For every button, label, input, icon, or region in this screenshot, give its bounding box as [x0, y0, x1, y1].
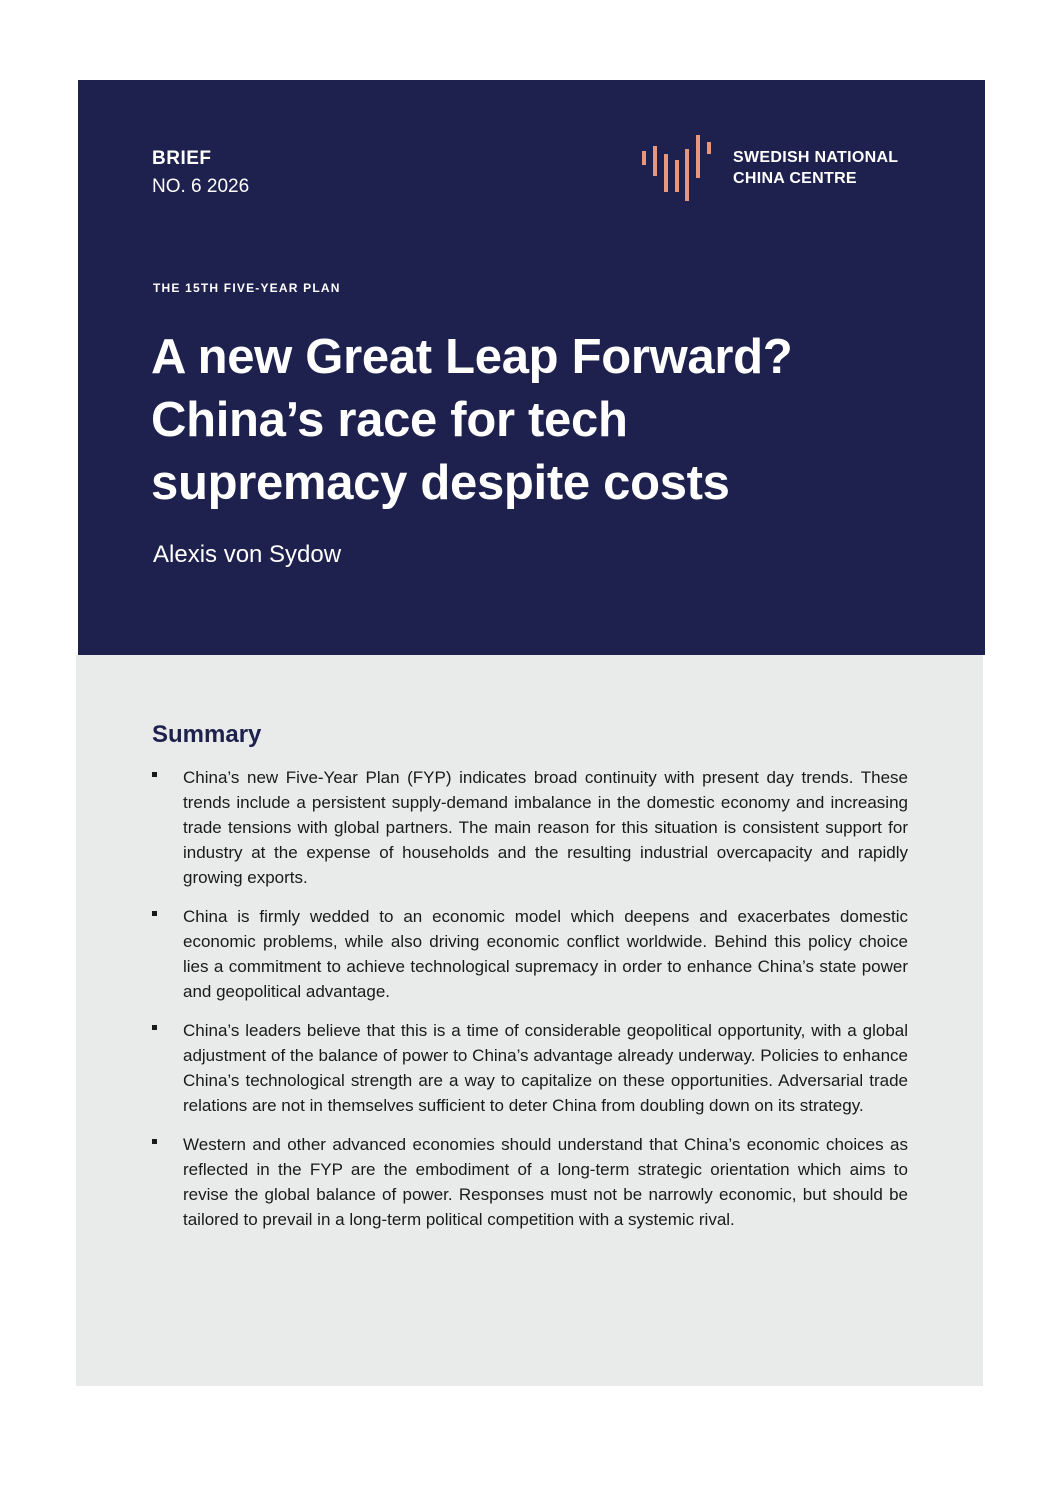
bullet-square-icon	[152, 911, 157, 916]
summary-section	[76, 655, 983, 1386]
brief-title	[151, 326, 931, 515]
summary-bullet	[152, 1132, 908, 1232]
bullet-text: China’s new Five-Year Plan (FYP) indicates broad continuity with present day trends. These trends include a persistent supply-demand imbalance in the domestic economy and increasing trade tensions with global partners. The main reason for this situation is consistent support for industry at the expense of households and the resulting industrial overcapacity and rapidly growing exports.	[183, 768, 908, 887]
logo-line-1: SWEDISH NATIONAL	[733, 149, 899, 166]
summary-bullet	[152, 904, 908, 1004]
bullet-square-icon	[152, 1025, 157, 1030]
logo-wordmark	[733, 147, 898, 189]
bullet-square-icon	[152, 1139, 157, 1144]
title-line-3: supremacy despite costs	[151, 456, 730, 510]
bullet-text: China’s leaders believe that this is a time of considerable geopolitical opportunity, with a global adjustment of the balance of power to China’s advantage already underway. Policies to enhance China’s technological strength are a way to capitalize on these opportunities. Adversarial trade relations are not in themselves sufficient to deter China from doubling down on its strategy.	[183, 1021, 908, 1115]
summary-bullet-list	[152, 765, 908, 1246]
bullet-square-icon	[152, 772, 157, 777]
sound-bars-logo-icon	[640, 130, 720, 206]
author-name: Alexis von Sydow	[153, 541, 342, 568]
title-line-2: China’s race for tech	[151, 393, 628, 447]
bullet-text: China is firmly wedded to an economic model which deepens and exacerbates domestic economic problems, while also driving economic conflict worldwide. Behind this policy choice lies a commitment to achieve technological supremacy in order to enhance China’s state power and geopolitical advantage.	[183, 907, 908, 1001]
brief-label: BRIEF	[152, 148, 212, 169]
summary-heading: Summary	[152, 721, 262, 748]
logo-line-2: CHINA CENTRE	[733, 170, 857, 187]
cover-header	[78, 80, 985, 655]
summary-bullet	[152, 765, 908, 890]
sncc-logo	[640, 130, 930, 206]
bullet-text: Western and other advanced economies should understand that China’s economic choices as reflected in the FYP are the embodiment of a long-term strategic orientation which aims to revise the global balance of power. Responses must not be narrowly economic, but should be tailored to prevail in a long-term political competition with a systemic rival.	[183, 1135, 908, 1229]
summary-bullet	[152, 1018, 908, 1118]
series-kicker: THE 15TH FIVE-YEAR PLAN	[153, 281, 341, 295]
brief-number: NO. 6 2026	[152, 176, 250, 197]
title-line-1: A new Great Leap Forward?	[151, 330, 793, 384]
